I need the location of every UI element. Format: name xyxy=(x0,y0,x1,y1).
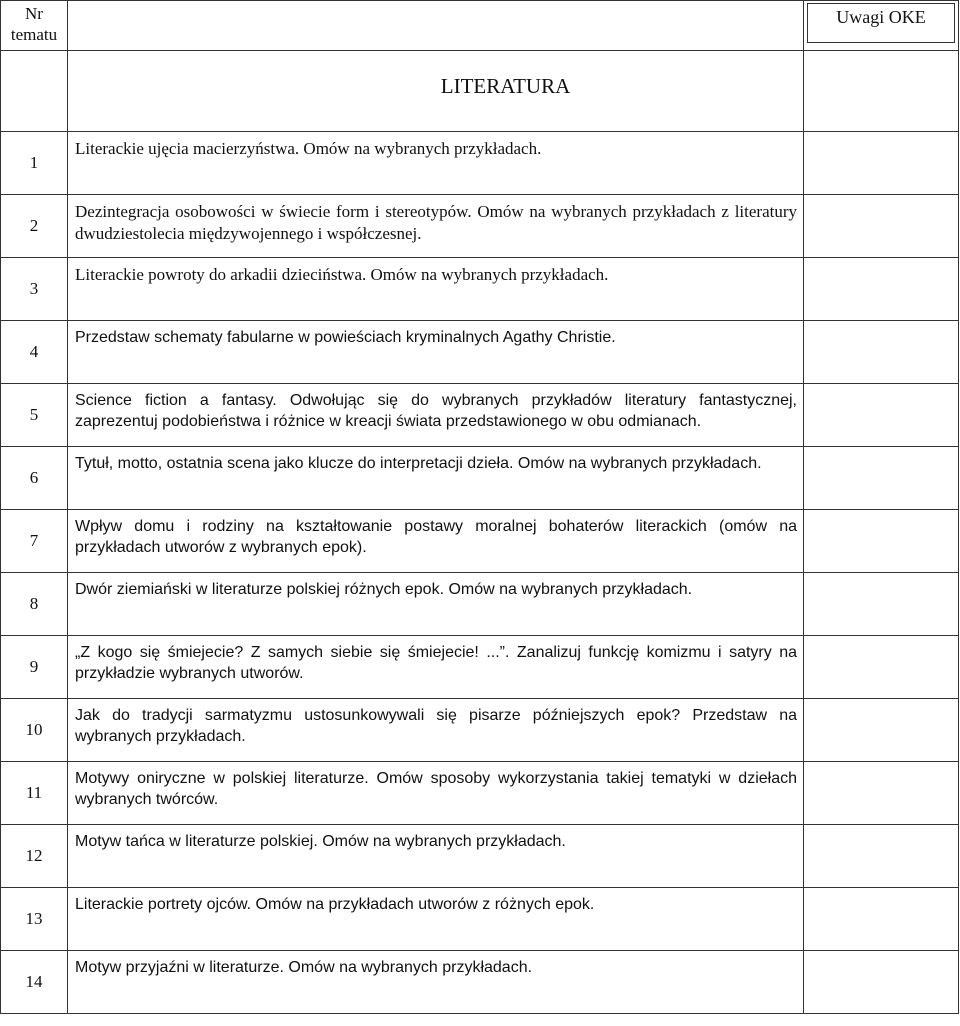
topic-cell xyxy=(68,510,804,573)
topic-number: 1 xyxy=(1,132,68,195)
topic-number: 8 xyxy=(1,573,68,636)
topic-text: Dezintegracja osobowości w świecie form i stereotypów. Omów na wybranych przykładach z literatury dwudziestolecia międzywojennego i współczesnej. xyxy=(75,202,797,243)
topic-number: 11 xyxy=(1,762,68,825)
topic-cell xyxy=(68,951,804,1014)
topic-cell xyxy=(68,447,804,510)
topic-number: 3 xyxy=(1,258,68,321)
notes-column-header xyxy=(804,1,959,51)
notes-cell xyxy=(804,195,959,258)
topic-text: Literackie portrety ojców. Omów na przykładach utworów z różnych epok. xyxy=(75,896,595,913)
table-row xyxy=(1,384,959,447)
topic-text: „Z kogo się śmiejecie? Z samych siebie się śmiejecie! ...”. Zanalizuj funkcję komizmu i satyry na przykładzie wybranych utworów. xyxy=(75,644,797,682)
topic-number: 5 xyxy=(1,384,68,447)
notes-cell xyxy=(804,636,959,699)
table-row xyxy=(1,951,959,1014)
notes-cell xyxy=(804,825,959,888)
topic-text: Motywy oniryczne w polskiej literaturze. Omów sposoby wykorzystania takiej tematyki w dziełach wybranych twórców. xyxy=(75,770,797,808)
topic-number: 13 xyxy=(1,888,68,951)
notes-cell xyxy=(804,447,959,510)
topic-cell xyxy=(68,258,804,321)
topic-number: 7 xyxy=(1,510,68,573)
section-row xyxy=(1,51,959,132)
topic-cell xyxy=(68,888,804,951)
topic-number: 4 xyxy=(1,321,68,384)
topic-number: 6 xyxy=(1,447,68,510)
topic-cell xyxy=(68,636,804,699)
table-row xyxy=(1,195,959,258)
topic-text: Motyw przyjaźni w literaturze. Omów na wybranych przykładach. xyxy=(75,959,533,976)
nr-column-header: Nr tematu xyxy=(1,1,68,51)
topic-number: 9 xyxy=(1,636,68,699)
table-row xyxy=(1,825,959,888)
topic-text: Literackie powroty do arkadii dzieciństwa. Omów na wybranych przykładach. xyxy=(75,265,609,284)
topic-text: Motyw tańca w literaturze polskiej. Omów na wybranych przykładach. xyxy=(75,833,566,850)
notes-cell xyxy=(804,699,959,762)
table-row xyxy=(1,447,959,510)
topic-text: Dwór ziemiański w literaturze polskiej różnych epok. Omów na wybranych przykładach. xyxy=(75,581,693,598)
topic-cell xyxy=(68,762,804,825)
topic-cell xyxy=(68,825,804,888)
topic-column-header xyxy=(68,1,804,51)
table-row xyxy=(1,321,959,384)
topic-text: Jak do tradycji sarmatyzmu ustosunkowywali się pisarze późniejszych epok? Przedstaw na wybranych przykładach. xyxy=(75,707,797,745)
notes-cell xyxy=(804,132,959,195)
table-row xyxy=(1,510,959,573)
notes-header-label: Uwagi OKE xyxy=(807,3,955,43)
topic-cell xyxy=(68,384,804,447)
table-row xyxy=(1,258,959,321)
section-title: LITERATURA xyxy=(68,51,804,132)
topic-text: Literackie ujęcia macierzyństwa. Omów na wybranych przykładach. xyxy=(75,139,542,158)
topic-text: Science fiction a fantasy. Odwołując się do wybranych przykładów literatury fantastycznej, zaprezentuj podobieństwa i różnice w kreacji świata przedstawionego w obu odmianach. xyxy=(75,392,797,430)
notes-cell xyxy=(804,762,959,825)
topic-cell xyxy=(68,573,804,636)
header-row xyxy=(1,1,959,51)
notes-cell xyxy=(804,573,959,636)
topic-number: 12 xyxy=(1,825,68,888)
topic-cell xyxy=(68,195,804,258)
table-row xyxy=(1,636,959,699)
table-row xyxy=(1,699,959,762)
notes-cell xyxy=(804,258,959,321)
section-nr-cell xyxy=(1,51,68,132)
topic-cell xyxy=(68,132,804,195)
table-row xyxy=(1,762,959,825)
topic-cell xyxy=(68,699,804,762)
topic-number: 10 xyxy=(1,699,68,762)
table-row xyxy=(1,888,959,951)
notes-cell xyxy=(804,951,959,1014)
topic-text: Wpływ domu i rodziny na kształtowanie postawy moralnej bohaterów literackich (omów na przykładach utworów z wybranych epok). xyxy=(75,518,797,556)
section-notes-cell xyxy=(804,51,959,132)
table-row xyxy=(1,132,959,195)
topic-number: 14 xyxy=(1,951,68,1014)
table-row xyxy=(1,573,959,636)
notes-cell xyxy=(804,888,959,951)
topic-text: Przedstaw schematy fabularne w powieściach kryminalnych Agathy Christie. xyxy=(75,329,616,346)
topic-number: 2 xyxy=(1,195,68,258)
notes-cell xyxy=(804,321,959,384)
notes-cell xyxy=(804,384,959,447)
topic-text: Tytuł, motto, ostatnia scena jako klucze do interpretacji dzieła. Omów na wybranych przykładach. xyxy=(75,455,762,472)
notes-cell xyxy=(804,510,959,573)
topic-cell xyxy=(68,321,804,384)
